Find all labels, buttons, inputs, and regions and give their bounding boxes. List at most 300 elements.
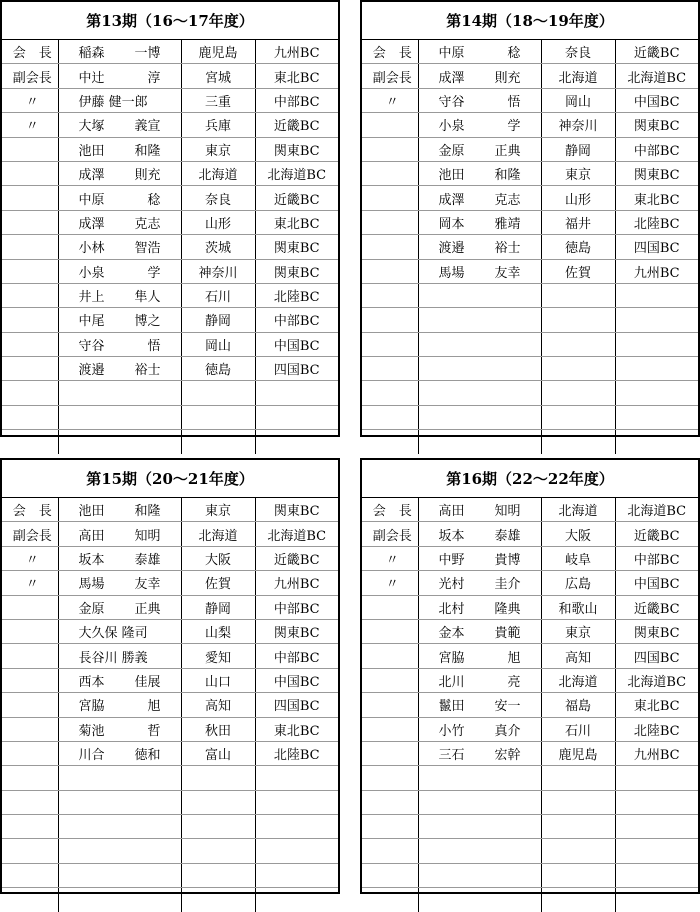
table-row <box>2 693 338 717</box>
region-cell <box>615 308 698 332</box>
name-cell <box>58 741 181 765</box>
given-name: 稔 <box>507 46 521 62</box>
family-name: 小泉 <box>438 119 465 135</box>
name-cell <box>418 888 541 912</box>
name-cell <box>58 283 181 307</box>
role-cell <box>2 186 58 210</box>
prefecture-cell: 福井 <box>541 210 615 234</box>
region-cell: 九州BC <box>255 571 338 595</box>
given-name: 悟 <box>507 94 521 110</box>
region-cell <box>255 815 338 839</box>
prefecture-cell <box>541 863 615 887</box>
table-row <box>2 619 338 643</box>
given-name: 友幸 <box>134 577 161 593</box>
given-name: 泰雄 <box>134 552 161 568</box>
table-row <box>2 430 338 454</box>
family-name: 大塚 <box>78 119 105 135</box>
member-table <box>2 498 338 912</box>
table-row <box>2 839 338 863</box>
prefecture-cell: 広島 <box>541 571 615 595</box>
name-cell <box>418 430 541 454</box>
name-cell <box>418 546 541 570</box>
prefecture-cell: 岡山 <box>541 88 615 112</box>
name-cell <box>418 381 541 405</box>
table-row <box>2 137 338 161</box>
name-cell <box>418 741 541 765</box>
role-cell <box>362 186 418 210</box>
region-cell: 東北BC <box>255 64 338 88</box>
role-cell <box>2 259 58 283</box>
region-cell <box>255 863 338 887</box>
prefecture-cell <box>181 430 255 454</box>
region-cell: 北海道BC <box>255 522 338 546</box>
given-name: 亮 <box>507 674 521 690</box>
family-name: 岡本 <box>438 216 465 232</box>
family-name: 小林 <box>78 241 105 257</box>
prefecture-cell <box>541 283 615 307</box>
table-row <box>362 186 698 210</box>
table-row <box>362 113 698 137</box>
region-cell <box>615 405 698 429</box>
role-cell <box>2 405 58 429</box>
table-row <box>2 64 338 88</box>
role-cell <box>362 741 418 765</box>
role-cell <box>2 863 58 887</box>
given-name: 克志 <box>494 192 521 208</box>
table-row <box>362 210 698 234</box>
region-cell: 近畿BC <box>255 113 338 137</box>
region-cell <box>615 766 698 790</box>
name-cell <box>418 40 541 64</box>
region-cell: 北海道BC <box>615 498 698 522</box>
name-cell <box>58 259 181 283</box>
given-name: 泰雄 <box>494 528 521 544</box>
region-cell: 近畿BC <box>255 546 338 570</box>
region-cell: 四国BC <box>615 235 698 259</box>
role-cell <box>362 357 418 381</box>
given-name: 知明 <box>494 504 521 520</box>
prefecture-cell: 静岡 <box>181 308 255 332</box>
table-row <box>362 693 698 717</box>
region-cell <box>615 790 698 814</box>
role-cell <box>362 790 418 814</box>
role-cell <box>362 619 418 643</box>
given-name: 旭 <box>147 699 161 715</box>
table-row <box>2 113 338 137</box>
region-cell <box>615 357 698 381</box>
table-row <box>2 332 338 356</box>
role-cell: 副会長 <box>362 64 418 88</box>
role-cell <box>362 430 418 454</box>
region-cell: 四国BC <box>255 357 338 381</box>
region-cell <box>615 863 698 887</box>
table-row <box>362 863 698 887</box>
role-cell: 副会長 <box>2 522 58 546</box>
table-row <box>2 717 338 741</box>
role-cell: 会 長 <box>2 40 58 64</box>
role-cell <box>2 381 58 405</box>
name-cell <box>418 259 541 283</box>
region-cell: 北海道BC <box>255 161 338 185</box>
role-cell <box>2 815 58 839</box>
role-cell: 会 長 <box>362 40 418 64</box>
prefecture-cell: 北海道 <box>541 64 615 88</box>
prefecture-cell <box>181 790 255 814</box>
prefecture-cell <box>541 381 615 405</box>
region-cell: 近畿BC <box>615 595 698 619</box>
table-row <box>2 88 338 112</box>
name-cell <box>418 815 541 839</box>
prefecture-cell: 山形 <box>181 210 255 234</box>
name-cell <box>418 693 541 717</box>
name-cell <box>418 839 541 863</box>
prefecture-cell: 山口 <box>181 668 255 692</box>
given-name: 隼人 <box>134 290 161 306</box>
table-row <box>2 259 338 283</box>
given-name: 圭介 <box>494 577 521 593</box>
region-cell <box>615 815 698 839</box>
prefecture-cell <box>181 863 255 887</box>
prefecture-cell: 北海道 <box>541 498 615 522</box>
given-name: 博之 <box>134 314 161 330</box>
role-cell: 〃 <box>2 88 58 112</box>
table-row <box>2 161 338 185</box>
given-name: 旭 <box>507 650 521 666</box>
family-name: 北川 <box>438 674 465 690</box>
name-cell <box>58 644 181 668</box>
prefecture-cell: 岡山 <box>181 332 255 356</box>
table-row <box>362 717 698 741</box>
name-cell <box>58 64 181 88</box>
region-cell: 東北BC <box>615 693 698 717</box>
family-name: 小泉 <box>78 265 105 281</box>
name-cell <box>418 283 541 307</box>
region-cell: 中国BC <box>615 88 698 112</box>
prefecture-cell <box>181 405 255 429</box>
table-row <box>362 546 698 570</box>
region-cell <box>255 839 338 863</box>
family-name: 成澤 <box>78 216 105 232</box>
role-cell <box>362 210 418 234</box>
family-name: 稲森 <box>78 46 105 62</box>
term-16-panel <box>360 458 700 894</box>
member-table <box>362 498 698 912</box>
region-cell <box>255 381 338 405</box>
name-cell <box>418 790 541 814</box>
given-name: 則充 <box>134 168 161 184</box>
role-cell <box>362 137 418 161</box>
role-cell <box>2 308 58 332</box>
prefecture-cell <box>541 332 615 356</box>
table-row <box>362 619 698 643</box>
role-cell: 〃 <box>362 88 418 112</box>
prefecture-cell: 三重 <box>181 88 255 112</box>
region-cell: 北陸BC <box>255 283 338 307</box>
prefecture-cell: 神奈川 <box>181 259 255 283</box>
region-cell <box>255 766 338 790</box>
prefecture-cell: 鹿児島 <box>541 741 615 765</box>
region-cell <box>615 430 698 454</box>
name-cell <box>58 113 181 137</box>
prefecture-cell: 秋田 <box>181 717 255 741</box>
region-cell: 中部BC <box>255 308 338 332</box>
table-row <box>362 161 698 185</box>
name-cell <box>58 161 181 185</box>
table-row <box>2 210 338 234</box>
role-cell <box>362 308 418 332</box>
table-row <box>362 571 698 595</box>
family-name: 川合 <box>78 748 105 764</box>
given-name: 安一 <box>494 699 521 715</box>
table-row <box>362 259 698 283</box>
prefecture-cell: 佐賀 <box>541 259 615 283</box>
table-row <box>362 741 698 765</box>
name-cell <box>58 815 181 839</box>
name-cell <box>58 839 181 863</box>
region-cell: 北海道BC <box>615 64 698 88</box>
given-name: 和隆 <box>494 168 521 184</box>
role-cell <box>362 766 418 790</box>
region-cell: 関東BC <box>255 498 338 522</box>
family-name: 中原 <box>78 192 105 208</box>
table-row <box>2 595 338 619</box>
name-cell <box>418 405 541 429</box>
role-cell <box>2 137 58 161</box>
region-cell: 北海道BC <box>615 668 698 692</box>
role-cell <box>2 644 58 668</box>
region-cell <box>255 430 338 454</box>
table-row <box>2 357 338 381</box>
prefecture-cell: 岐阜 <box>541 546 615 570</box>
family-name: 長谷川 勝義 <box>78 650 148 666</box>
name-cell <box>58 717 181 741</box>
table-row <box>362 522 698 546</box>
name-cell <box>58 766 181 790</box>
role-cell <box>362 113 418 137</box>
region-cell: 近畿BC <box>255 186 338 210</box>
name-cell <box>58 888 181 912</box>
table-row <box>2 668 338 692</box>
family-name: 成澤 <box>438 70 465 86</box>
region-cell: 中部BC <box>255 644 338 668</box>
prefecture-cell <box>541 405 615 429</box>
region-cell: 関東BC <box>615 619 698 643</box>
family-name: 高田 <box>438 504 465 520</box>
given-name: 和隆 <box>134 504 161 520</box>
prefecture-cell: 東京 <box>541 619 615 643</box>
table-row <box>362 644 698 668</box>
table-row <box>362 595 698 619</box>
region-cell: 関東BC <box>255 137 338 161</box>
role-cell: 副会長 <box>2 64 58 88</box>
role-cell <box>2 235 58 259</box>
name-cell <box>58 235 181 259</box>
prefecture-cell <box>181 888 255 912</box>
role-cell <box>2 595 58 619</box>
region-cell: 関東BC <box>255 259 338 283</box>
family-name: 菊池 <box>78 723 105 739</box>
prefecture-cell: 奈良 <box>181 186 255 210</box>
given-name: 悟 <box>147 338 161 354</box>
role-cell <box>2 161 58 185</box>
name-cell <box>418 235 541 259</box>
region-cell: 中部BC <box>255 88 338 112</box>
region-cell <box>255 790 338 814</box>
family-name: 金本 <box>438 626 465 642</box>
family-name: 金原 <box>78 601 105 617</box>
role-cell <box>362 405 418 429</box>
name-cell <box>418 717 541 741</box>
name-cell <box>418 357 541 381</box>
given-name: 義宣 <box>134 119 161 135</box>
region-cell: 中国BC <box>255 332 338 356</box>
region-cell: 関東BC <box>255 235 338 259</box>
region-cell: 関東BC <box>615 113 698 137</box>
given-name: 佳展 <box>134 674 161 690</box>
prefecture-cell <box>541 308 615 332</box>
role-cell <box>2 693 58 717</box>
name-cell <box>58 546 181 570</box>
given-name: 淳 <box>147 70 161 86</box>
role-cell <box>2 717 58 741</box>
name-cell <box>58 430 181 454</box>
name-cell <box>418 863 541 887</box>
table-row <box>2 741 338 765</box>
name-cell <box>58 381 181 405</box>
given-name: 裕士 <box>134 363 161 379</box>
name-cell <box>58 863 181 887</box>
prefecture-cell: 静岡 <box>541 137 615 161</box>
prefecture-cell <box>181 381 255 405</box>
region-cell: 中部BC <box>255 595 338 619</box>
name-cell <box>418 88 541 112</box>
role-cell <box>2 790 58 814</box>
name-cell <box>58 357 181 381</box>
role-cell <box>362 668 418 692</box>
role-cell: 〃 <box>362 571 418 595</box>
family-name: 小竹 <box>438 723 465 739</box>
name-cell <box>418 766 541 790</box>
term-13-panel <box>0 0 340 437</box>
panel-title: 第13期（16～17年度） <box>2 2 338 40</box>
region-cell: 東北BC <box>255 717 338 741</box>
table-row <box>362 235 698 259</box>
table-row <box>2 644 338 668</box>
name-cell <box>418 308 541 332</box>
role-cell <box>362 644 418 668</box>
prefecture-cell: 奈良 <box>541 40 615 64</box>
role-cell <box>2 839 58 863</box>
table-row <box>2 790 338 814</box>
family-name: 大久保 隆司 <box>78 626 148 642</box>
member-table <box>2 40 338 454</box>
region-cell: 東北BC <box>615 186 698 210</box>
prefecture-cell <box>541 815 615 839</box>
name-cell <box>58 790 181 814</box>
given-name: 雅靖 <box>494 216 521 232</box>
family-name: 中尾 <box>78 314 105 330</box>
prefecture-cell: 福島 <box>541 693 615 717</box>
role-cell: 〃 <box>362 546 418 570</box>
role-cell <box>2 766 58 790</box>
role-cell: 副会長 <box>362 522 418 546</box>
prefecture-cell: 山梨 <box>181 619 255 643</box>
name-cell <box>58 308 181 332</box>
role-cell <box>2 430 58 454</box>
table-row <box>2 381 338 405</box>
role-cell <box>362 381 418 405</box>
region-cell: 中部BC <box>615 137 698 161</box>
table-row <box>2 571 338 595</box>
table-row <box>362 839 698 863</box>
prefecture-cell: 宮城 <box>181 64 255 88</box>
region-cell <box>615 332 698 356</box>
panel-title: 第16期（22～22年度） <box>362 460 698 498</box>
name-cell <box>418 522 541 546</box>
table-row <box>2 766 338 790</box>
name-cell <box>418 186 541 210</box>
family-name: 池田 <box>78 504 105 520</box>
prefecture-cell: 高知 <box>181 693 255 717</box>
region-cell: 九州BC <box>615 741 698 765</box>
name-cell <box>418 571 541 595</box>
prefecture-cell <box>541 790 615 814</box>
table-row <box>2 40 338 64</box>
prefecture-cell <box>541 357 615 381</box>
role-cell <box>2 210 58 234</box>
prefecture-cell: 静岡 <box>181 595 255 619</box>
region-cell: 中国BC <box>615 571 698 595</box>
prefecture-cell: 東京 <box>181 137 255 161</box>
given-name: 正典 <box>134 601 161 617</box>
region-cell: 東北BC <box>255 210 338 234</box>
prefecture-cell: 佐賀 <box>181 571 255 595</box>
prefecture-cell: 石川 <box>541 717 615 741</box>
table-row <box>2 405 338 429</box>
region-cell: 北陸BC <box>615 210 698 234</box>
name-cell <box>418 619 541 643</box>
family-name: 鬣田 <box>438 699 465 715</box>
prefecture-cell: 徳島 <box>181 357 255 381</box>
given-name: 知明 <box>134 528 161 544</box>
table-row <box>362 430 698 454</box>
table-row <box>362 381 698 405</box>
region-cell: 北陸BC <box>255 741 338 765</box>
name-cell <box>418 137 541 161</box>
panel-title: 第15期（20～21年度） <box>2 460 338 498</box>
given-name: 友幸 <box>494 265 521 281</box>
table-row <box>362 498 698 522</box>
table-row <box>2 522 338 546</box>
prefecture-cell: 東京 <box>541 161 615 185</box>
role-cell <box>2 741 58 765</box>
family-name: 馬場 <box>78 577 105 593</box>
prefecture-cell <box>181 766 255 790</box>
table-row <box>362 668 698 692</box>
given-name: 貴博 <box>494 552 521 568</box>
given-name: 宏幹 <box>494 748 521 764</box>
family-name: 坂本 <box>438 528 465 544</box>
table-row <box>2 498 338 522</box>
name-cell <box>418 595 541 619</box>
role-cell <box>2 283 58 307</box>
role-cell: 会 長 <box>2 498 58 522</box>
table-row <box>2 283 338 307</box>
role-cell: 会 長 <box>362 498 418 522</box>
family-name: 高田 <box>78 528 105 544</box>
family-name: 馬場 <box>438 265 465 281</box>
table-row <box>362 137 698 161</box>
